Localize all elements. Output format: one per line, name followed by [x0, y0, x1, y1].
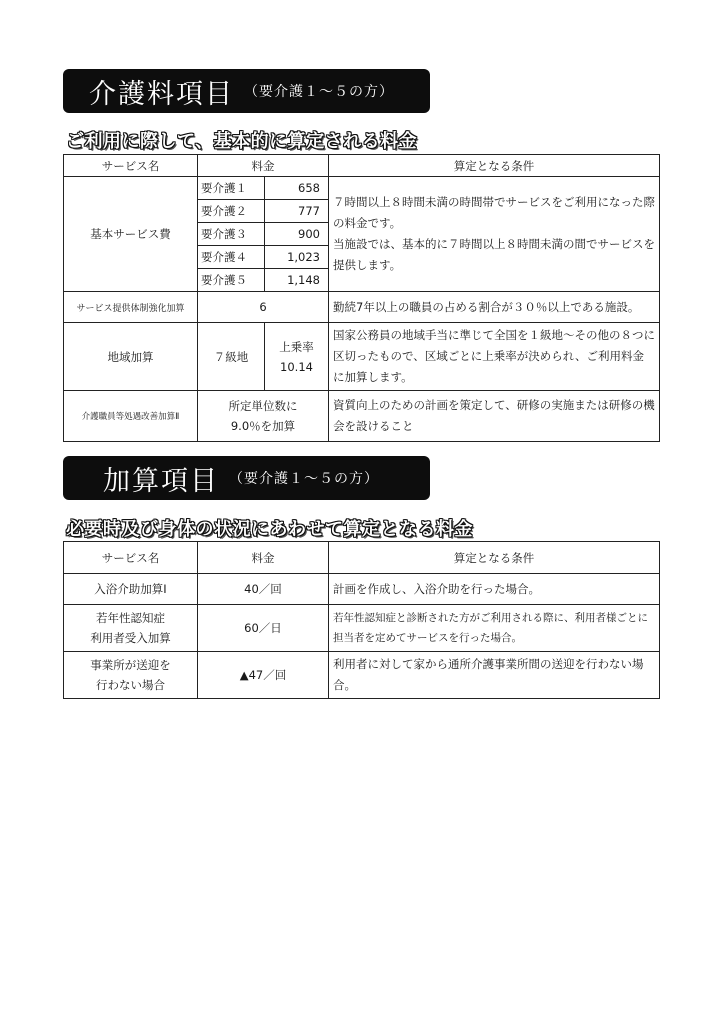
service-condition: 若年性認知症と診断された方がご利用される際に、利用者様ごとに担当者を定めてサービスを行った場合。 — [329, 605, 660, 652]
regional-rate-value: 10.14 — [280, 359, 313, 374]
table-row — [64, 177, 660, 200]
level-label: 要介護４ — [198, 246, 265, 269]
service-name-line: 若年性認知症 — [96, 611, 165, 625]
section-title-note: （要介護１～５の方） — [229, 471, 379, 487]
table-row — [64, 574, 660, 605]
staffing-fee: 6 — [198, 292, 329, 323]
level-label: 要介護１ — [198, 177, 265, 200]
level-value: 658 — [265, 177, 329, 200]
level-label: 要介護３ — [198, 223, 265, 246]
table-row — [64, 391, 660, 442]
basic-condition-line: ７時間以上８時間未満の時間帯でサービスをご利用になった際の料金です。 — [333, 195, 655, 230]
service-name — [64, 605, 198, 652]
table-header-row — [64, 542, 660, 574]
section-subheading: 必要時及び身体の状況にあわせて算定となる料金 — [66, 519, 473, 540]
regional-rate-label: 上乗率 — [279, 339, 314, 354]
treatment-name: 介護職員等処遇改善加算Ⅱ — [64, 391, 198, 442]
section-subheading: ご利用に際して、基本的に算定される料金 — [66, 131, 418, 152]
header-condition: 算定となる条件 — [329, 542, 660, 574]
regional-rate — [265, 323, 329, 391]
staffing-condition: 勤続7年以上の職員の占める割合が３０％以上である施設。 — [329, 292, 660, 323]
service-name-line: 行わない場合 — [96, 678, 165, 692]
service-fee: ▲47／回 — [198, 652, 329, 699]
staffing-name: サービス提供体制強化加算 — [64, 292, 198, 323]
regional-name: 地域加算 — [64, 323, 198, 391]
table-row — [64, 605, 660, 652]
treatment-fee-line: 9.0％を加算 — [230, 419, 296, 433]
section-banner-additional-fees — [63, 456, 430, 500]
section-title-note: （要介護１～５の方） — [244, 84, 394, 100]
level-value: 777 — [265, 200, 329, 223]
level-value: 1,148 — [265, 269, 329, 292]
basic-condition — [329, 177, 660, 292]
service-name-line: 事業所が送迎を — [90, 658, 171, 672]
table-row — [64, 323, 660, 391]
table-row — [64, 292, 660, 323]
header-service: サービス名 — [64, 155, 198, 177]
header-service: サービス名 — [64, 542, 198, 574]
service-fee: 40／回 — [198, 574, 329, 605]
header-fee: 料金 — [198, 155, 329, 177]
regional-condition: 国家公務員の地域手当に準じて全国を１級地～その他の８つに区切ったもので、区域ごとに上乗率が決められ、ご利用料金に加算します。 — [329, 323, 660, 391]
service-condition: 利用者に対して家から通所介護事業所間の送迎を行わない場合。 — [329, 652, 660, 699]
level-value: 900 — [265, 223, 329, 246]
basic-service-name: 基本サービス費 — [64, 177, 198, 292]
service-fee: 60／日 — [198, 605, 329, 652]
service-name: 入浴介助加算Ⅰ — [64, 574, 198, 605]
service-name — [64, 652, 198, 699]
treatment-fee-line: 所定単位数に — [228, 399, 298, 413]
level-value: 1,023 — [265, 246, 329, 269]
level-label: 要介護２ — [198, 200, 265, 223]
section-banner-care-fees — [63, 69, 430, 113]
header-fee: 料金 — [198, 542, 329, 574]
service-condition: 計画を作成し、入浴介助を行った場合。 — [329, 574, 660, 605]
table-row — [64, 652, 660, 699]
basic-condition-line: 当施設では、基本的に７時間以上８時間未満の間でサービスを提供します。 — [333, 237, 655, 272]
section-title: 加算項目 — [103, 465, 219, 497]
level-label: 要介護５ — [198, 269, 265, 292]
additional-fee-table — [63, 541, 660, 699]
care-fee-table — [63, 154, 660, 442]
section-title: 介護料項目 — [89, 78, 234, 110]
regional-grade: ７級地 — [198, 323, 265, 391]
treatment-fee — [198, 391, 329, 442]
table-header-row — [64, 155, 660, 177]
service-name-line: 利用者受入加算 — [90, 631, 171, 645]
header-condition: 算定となる条件 — [329, 155, 660, 177]
treatment-condition: 資質向上のための計画を策定して、研修の実施または研修の機会を設けること — [329, 391, 660, 442]
